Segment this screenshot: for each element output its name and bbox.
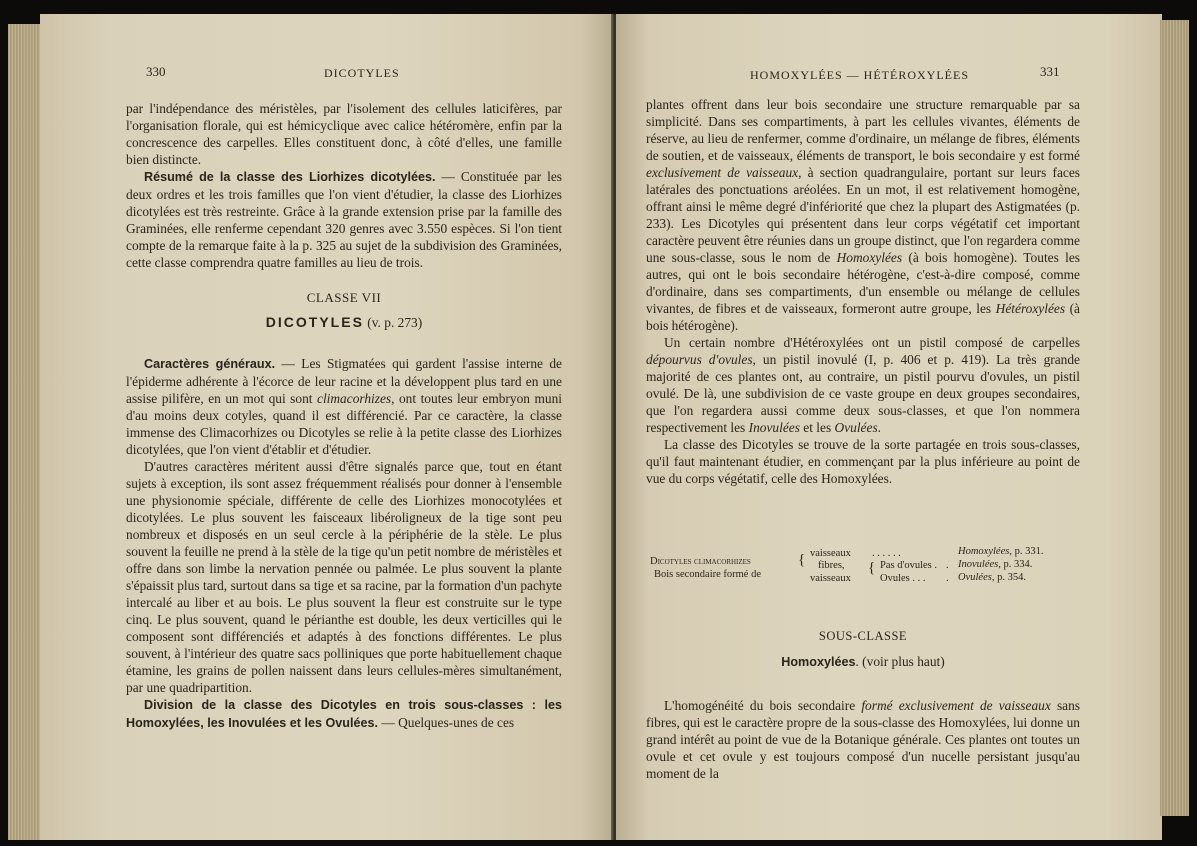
- table-row-label-1: Dicotyles climacorhizes: [650, 556, 751, 567]
- text-p2-a: Un certain nombre d'Hétéroxylées ont un pistil composé de carpelles: [664, 335, 1080, 350]
- dicotyles-title: [126, 314, 562, 331]
- text-p2-italic-2: Inovulées: [748, 420, 800, 435]
- heading-caracteres: Caractères généraux.: [144, 357, 276, 371]
- paragraph-autres: D'autres caractères méritent aussi d'être signalés parce que, tout en étant sujets à exception, ils sont assez fréquemment réalisés pour donner à l'ensemble une physionomie spéciale, différente de celle des Liorhizes monocotylées et dicotylées. Le plus souvent les faisceaux libéroligneux de la tige sont peu nombreux et disposés en un seul cercle à la périphérie de la stèle. Le plus souvent la feuille ne prend à la stèle de la tige qu'un petit nombre de méristèles et offre dans son limbe la nervation pennée ou palmée. Le plus souvent la plante s'épaissit plus tard, surtout dans sa tige et sa racine, par la formation d'un pachyte intercalé au liber et au bois. Le plus souvent la fleur est construite sur le type cinq. Le plus souvent, quand le périanthe est double, les deux verticilles qui le composent sont différenciés et adaptés à des fonctions différentes. Le plus souvent, à l'intérieur des quatre sacs polliniques que porte habituellement chaque étamine, les grains de pollen naissent dans leurs cellules-mères simultanément, par une quadripartition.: [126, 459, 562, 695]
- text-p1-a: plantes offrent dans leur bois secondaire une structure remarquable par sa simplicité. Dans ses compartiments, à part les cellules vivantes, éléments de réserve, au lieu de renfermer, comme d'ordinaire, un mélange de fibres, éléments de soutien, et de vaisseaux, éléments de transport, le bois secondaire y est formé: [646, 97, 1080, 163]
- table-row-label-2: Bois secondaire formé de: [654, 569, 762, 580]
- homoxylees-title: [646, 653, 1080, 671]
- text-caracteres-italic: climacorhizes: [317, 391, 392, 406]
- page-edges-left: [8, 24, 42, 840]
- text-p1-d: (à bois hétérogène).: [646, 301, 1080, 333]
- right-page: [616, 14, 1162, 840]
- page-edges-right: [1160, 20, 1189, 816]
- text-resume: — Constituée par les deux ordres et les trois familles que l'on vient d'étudier, la classe des Liorhizes dicotylées est très restreinte. Grâce à la grande extension prise par la famille des Graminées, elle renferme cependant 320 genres avec 3.550 espèces. Si l'on tient compte de la remarque faite à la p. 325 au sujet de la subdivision des Graminées, cette classe comprendra quatre familles au lieu de trois.: [126, 169, 562, 270]
- text-p2-d: .: [877, 420, 882, 435]
- page-number-left: 330: [146, 64, 166, 79]
- brace-1: {: [798, 552, 806, 568]
- table-col-a-3: vaisseaux: [810, 573, 851, 584]
- brace-2: {: [868, 560, 876, 576]
- table-dots-3: .: [946, 573, 949, 584]
- heading-resume: Résumé de la classe des Liorhizes dicotylées.: [144, 170, 436, 184]
- text-p2-italic-3: Ovulées: [834, 420, 878, 435]
- paragraph-resume: [126, 168, 562, 271]
- result-ovulees-page: , p. 354.: [991, 572, 1026, 583]
- table-result-2: [958, 558, 1032, 571]
- paragraph-homogeneite: [646, 697, 1080, 782]
- table-result-1: [958, 545, 1043, 558]
- result-inovulees: Inovulées: [958, 559, 999, 570]
- text-division: — Quelques-unes de ces: [378, 715, 515, 730]
- classification-table: [650, 543, 1080, 587]
- result-ovulees: Ovulées: [958, 572, 992, 583]
- paragraph-sous-classes: La classe des Dicotyles se trouve de la sorte partagée en trois sous-classes, qu'il faut maintenant étudier, en commençant par la plus inférieure au point de vue du corps végétatif, celle des Homoxylées.: [646, 437, 1080, 486]
- paragraph-intro: par l'indépendance des méristèles, par l'isolement des cellules laticifères, par l'organisation florale, qui est hémicyclique avec calice hétéromère, enfin par la concrescence des carpelles. Elles constituent donc, à côté d'elles, une famille bien distincte.: [126, 101, 562, 167]
- running-head-left: DICOTYLES: [324, 66, 400, 80]
- paragraph-caracteres: [126, 355, 562, 458]
- dicotyles-ref: (v. p. 273): [363, 315, 423, 330]
- table-result-3: [958, 571, 1026, 584]
- paragraph-division: [126, 696, 562, 732]
- right-page-body-top: [646, 96, 1080, 487]
- text-p1-c: (à bois homogène). Toutes les autres, qui ont le bois secondaire hétérogène, c'est-à-dire composé, comme d'ordinaire, dans ses compartiments, d'un ensemble ou mélange de cellules vivantes, de fibres et de vaisseaux, formeront autre groupe, les: [646, 250, 1080, 316]
- table-dots-2: .: [946, 560, 949, 571]
- table-col-b-2: Pas d'ovules .: [880, 560, 938, 571]
- text-p2-b: , un pistil inovulé (I, p. 406 et p. 419). La très grande majorité de ces plantes ont, au contraire, un pistil pourvu d'ovules, un pistil ovulé. De là, une subdivision de ce vaste groupe en deux groupes secondaires, que l'on regardera aussi comme deux sous-classes, et que l'on nommera respectivement les: [646, 352, 1080, 435]
- sous-classe-title: SOUS-CLASSE: [818, 629, 908, 643]
- table-col-a-2: fibres,: [818, 560, 845, 571]
- heading-division: Division de la classe des Dicotyles en trois sous-classes : les Homoxylées, les Inovulées et les Ovulées.: [126, 698, 562, 730]
- page-number-right: 331: [1040, 64, 1060, 79]
- table-dots-1: . . . . . .: [872, 548, 901, 559]
- text-caracteres-b: , ont toutes leur embryon muni d'au moins deux cotyles, quand il est différencié. Par ce caractère, la classe immense des Climacorhizes ou Dicotyles se relie à la petite classe des Liorhizes dicotylées, que l'on vient d'établir et d'étudier.: [126, 391, 562, 457]
- paragraph-pistil: [646, 334, 1080, 436]
- result-inovulees-page: , p. 334.: [998, 559, 1033, 570]
- text-p2-italic-1: dépourvus d'ovules: [646, 352, 753, 367]
- running-head-right: HOMOXYLÉES — HÉTÉROXYLÉES: [750, 68, 969, 82]
- table-col-a-1: vaisseaux: [810, 548, 851, 559]
- paragraph-structure: [646, 96, 1080, 334]
- result-homoxylees-page: , p. 331.: [1009, 546, 1044, 557]
- homoxylees-heading: Homoxylées: [781, 655, 856, 669]
- text-p1-italic-1: exclusivement de vaisseaux: [646, 165, 799, 180]
- text-p4-a: L'homogénéité du bois secondaire: [664, 698, 862, 713]
- text-caracteres-a: — Les Stigmatées qui gardent l'assise interne de l'épiderme adhérente à l'écorce de leur racine et la développent plus tard en une assise pilifère, en un mot qui sont: [126, 356, 562, 406]
- classe-title: CLASSE VII: [306, 290, 382, 305]
- result-homoxylees: Homoxylées: [958, 546, 1010, 557]
- left-page-body: [126, 100, 562, 732]
- right-page-body-bottom: [646, 614, 1080, 782]
- text-p4-italic: formé exclusivement de vaisseaux: [861, 698, 1051, 713]
- table-col-b-3: Ovules . . .: [880, 573, 926, 584]
- text-p2-c: et les: [799, 420, 835, 435]
- dicotyles-heading: DICOTYLES: [265, 314, 364, 330]
- book-spread: [8, 14, 1189, 840]
- left-page: [40, 14, 614, 840]
- text-p1-italic-2: Homoxylées: [836, 250, 903, 265]
- text-p1-b: , à section quadrangulaire, portant sur leurs faces latérales des ponctuations aréolées. En un mot, il est relativement homogène, offrant ainsi le même degré d'infériorité que chez la plupart des Astigmatées (p. 233). Les Dicotyles qui présentent dans leur corps végétatif cet important caractère peuvent être réunies dans un groupe distinct, que l'on regardera comme une sous-classe, sous le nom de: [646, 165, 1080, 265]
- homoxylees-note: . (voir plus haut): [855, 654, 945, 669]
- text-p4-b: sans fibres, qui est le caractère propre de la sous-classe des Homoxylées, lui donne un grand intérêt au point de vue de la Botanique générale. Ces plantes ont toutes un ovule et cet ovule y est toujours composé d'un nucelle persistant jusqu'au moment de la: [646, 698, 1081, 781]
- text-p1-italic-3: Hétéroxylées: [995, 301, 1066, 316]
